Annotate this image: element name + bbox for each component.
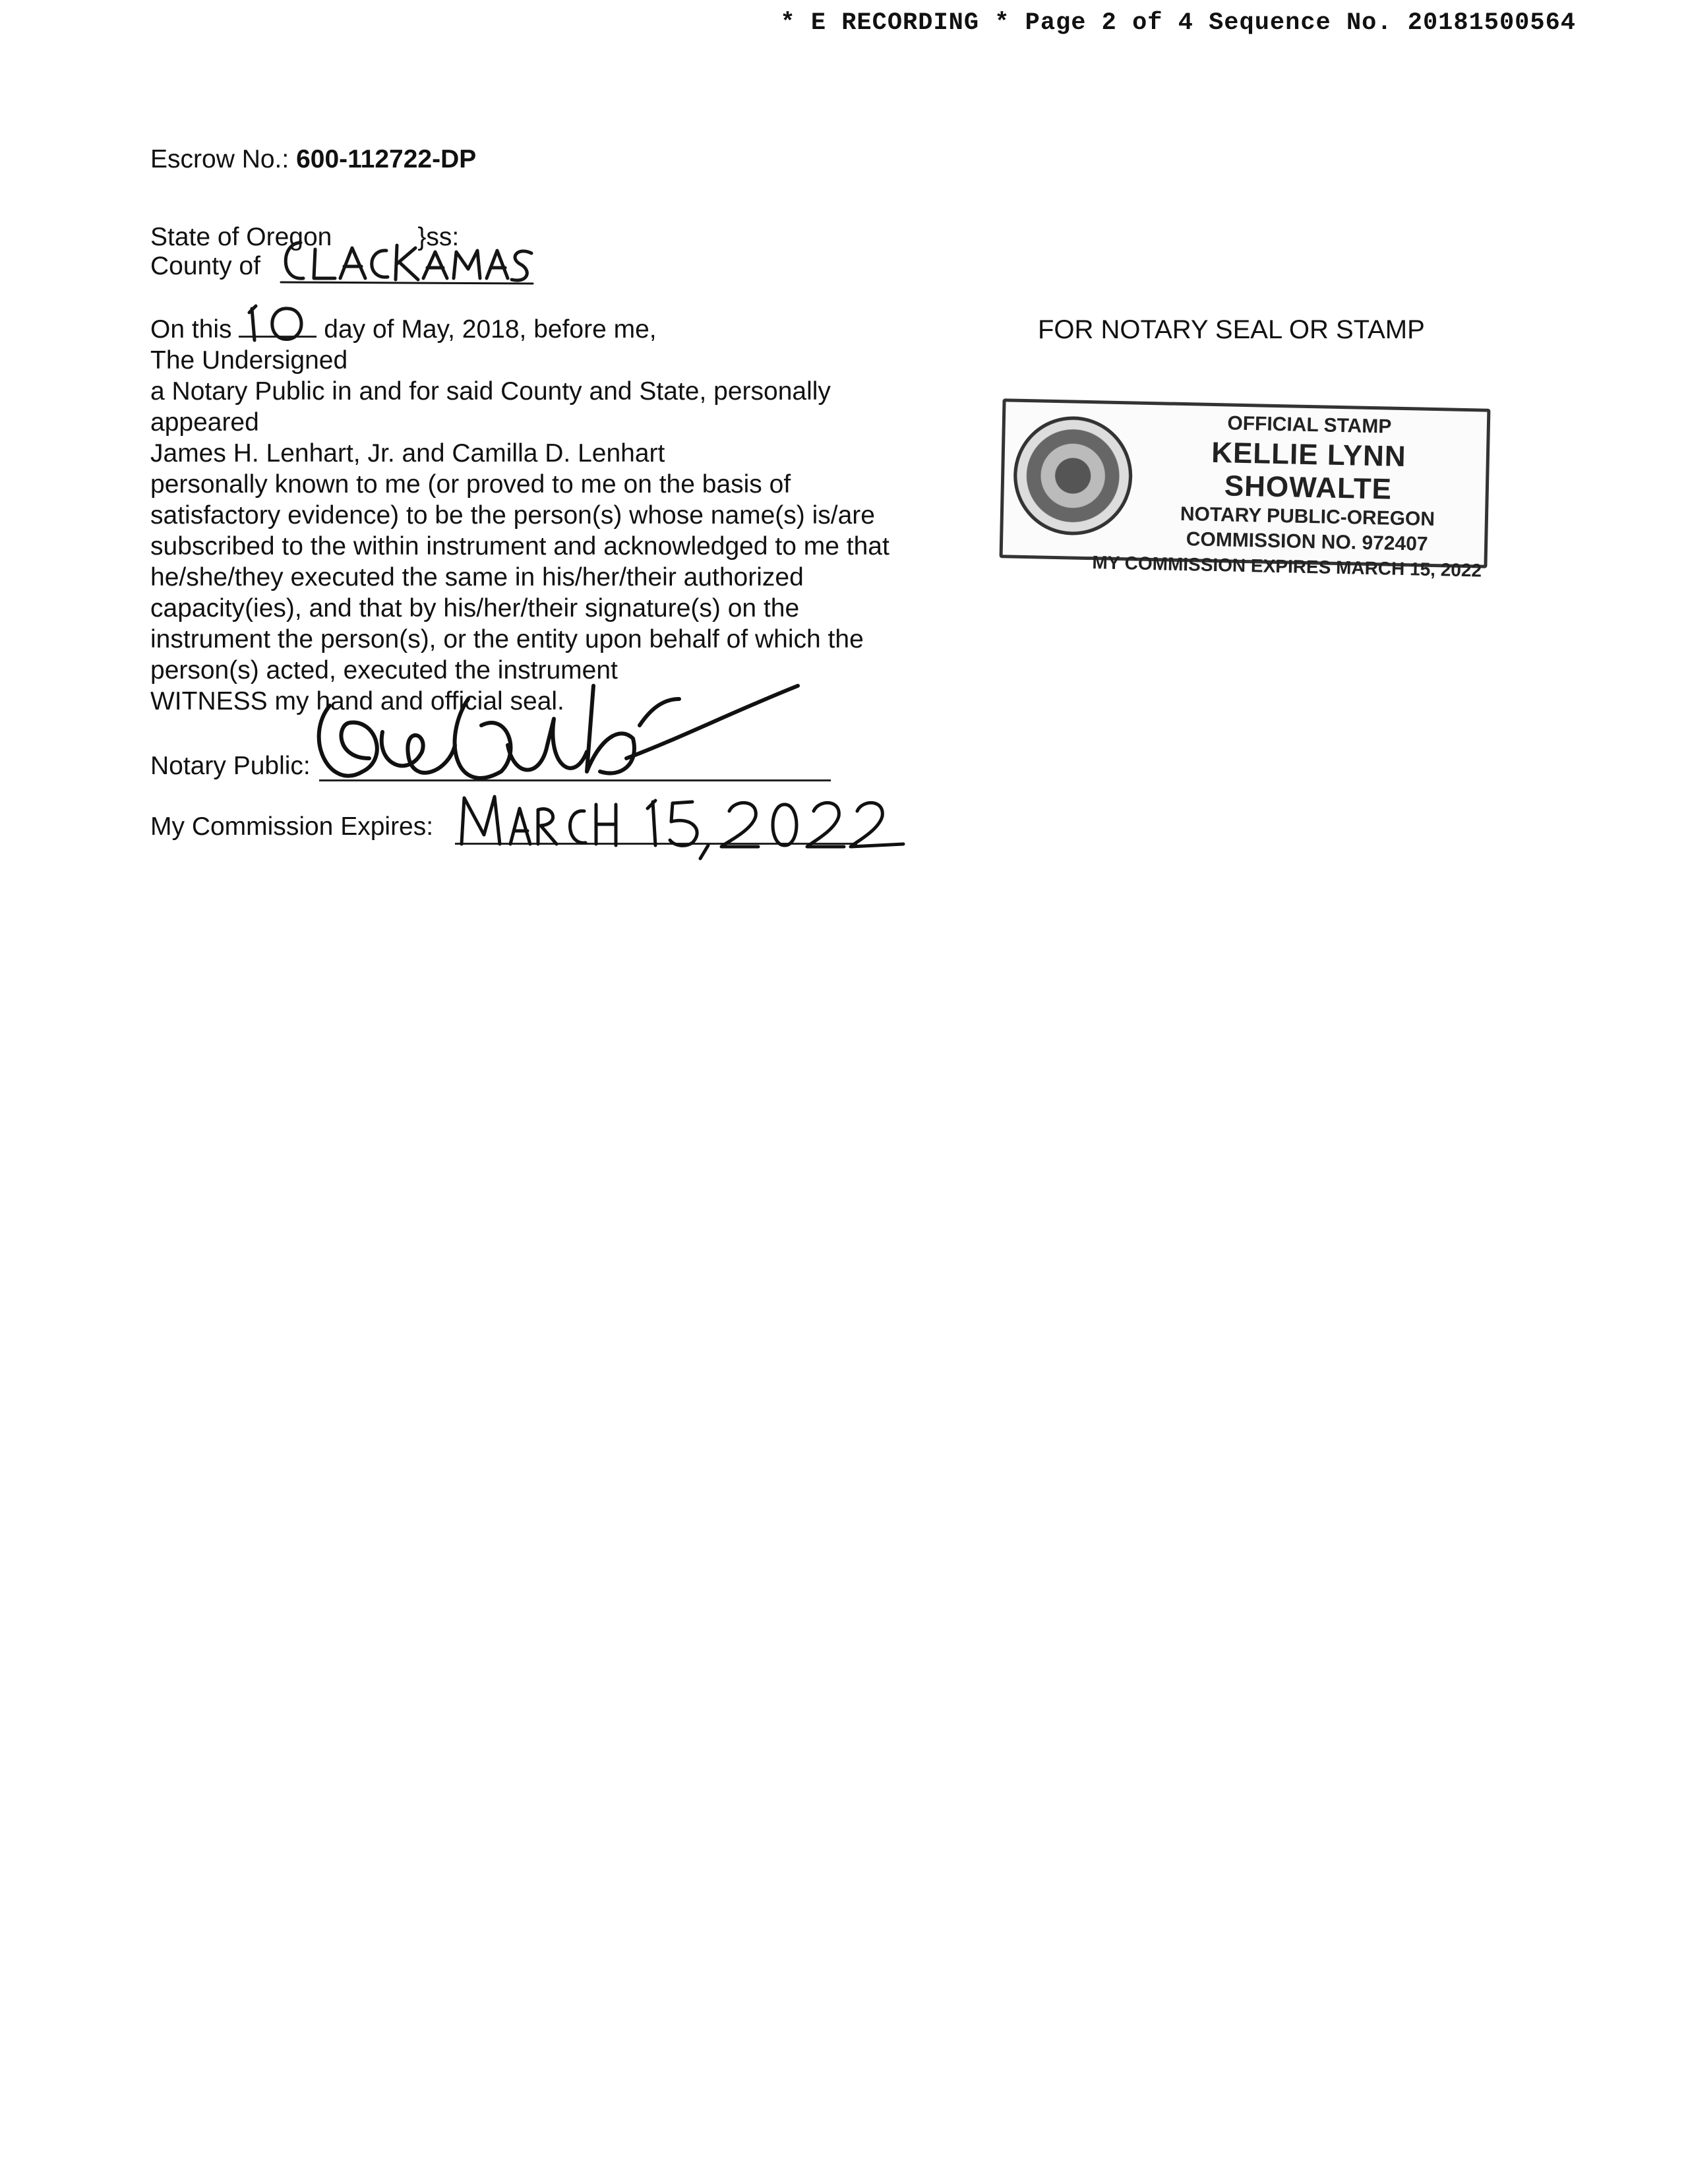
ack-line-10: capacity(ies), and that by his/her/their signature(s) on the: [150, 594, 800, 622]
ack-line1-suffix: day of May, 2018, before me,: [324, 315, 657, 344]
ack-line-12: person(s) acted, executed the instrument: [150, 656, 618, 684]
county-handwriting-marks: [281, 243, 533, 284]
notary-signature-marks: [319, 686, 798, 778]
official-notary-stamp: [1000, 398, 1491, 581]
notary-signature: [310, 659, 811, 804]
county-line: [150, 251, 260, 282]
ack-line-11: instrument the person(s), or the entity upon behalf of which the: [150, 625, 864, 653]
commission-expires-line: [150, 811, 433, 842]
stamp-line-4: COMMISSION NO. 972407: [1186, 528, 1428, 555]
notary-public-label: Notary Public:: [150, 752, 311, 780]
escrow-number: 600-112722-DP: [296, 145, 477, 173]
commission-expiration-handwriting-marks: [462, 797, 903, 859]
state-seal-icon: [1012, 415, 1133, 537]
notary-public-line: [150, 750, 311, 781]
ack-line-6: personally known to me (or proved to me on the basis of: [150, 470, 791, 499]
stamp-line-3: NOTARY PUBLIC-OREGON: [1180, 502, 1435, 531]
day-handwriting: [237, 297, 316, 349]
day-handwriting-marks: [249, 306, 301, 340]
ack-line1-prefix: On this: [150, 315, 232, 344]
escrow-label: Escrow No.:: [150, 145, 289, 173]
ack-line-5: James H. Lenhart, Jr. and Camilla D. Lenhart: [150, 439, 665, 468]
ack-line-2: The Undersigned: [150, 346, 348, 375]
stamp-text: [1092, 408, 1484, 583]
commission-expiration-handwriting: [455, 785, 936, 864]
county-handwriting: [274, 223, 538, 286]
stamp-line-2: KELLIE LYNN SHOWALTE: [1211, 436, 1407, 506]
escrow-line: [150, 144, 476, 175]
ack-line-8: subscribed to the within instrument and acknowledged to me that: [150, 532, 889, 561]
state-line: State of Oregon }ss:: [150, 223, 460, 251]
stamp-line-5: MY COMMISSION EXPIRES MARCH 15, 2022: [1092, 552, 1482, 581]
acknowledgment-paragraph: [150, 314, 968, 717]
stamp-line-1: OFFICIAL STAMP: [1227, 412, 1392, 438]
county-label: County of: [150, 252, 260, 280]
seal-caption: FOR NOTARY SEAL OR STAMP: [1038, 315, 1425, 344]
recording-header: * E RECORDING * Page 2 of 4 Sequence No. 20181500564: [780, 9, 1576, 37]
ack-line-13: WITNESS my hand and official seal.: [150, 687, 564, 715]
ack-line-4: appeared: [150, 408, 259, 437]
ack-line-9: he/she/they executed the same in his/her/their authorized: [150, 563, 804, 592]
commission-expires-label: My Commission Expires:: [150, 812, 434, 841]
ack-line-7: satisfactory evidence) to be the person(s) whose name(s) is/are: [150, 501, 875, 530]
ack-line-3: a Notary Public in and for said County and State, personally: [150, 377, 831, 406]
